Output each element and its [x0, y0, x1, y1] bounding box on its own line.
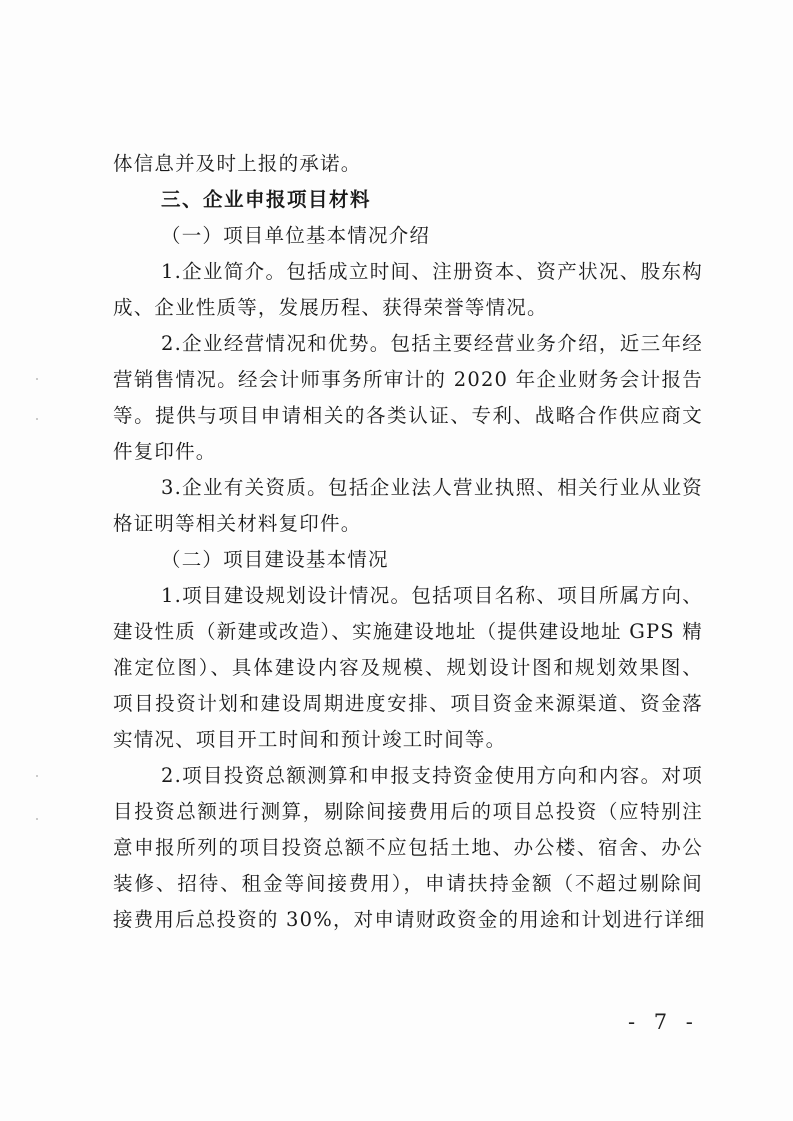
- paragraph-line: 准定位图）、具体建设内容及规模、规划设计图和规划效果图、: [113, 656, 703, 679]
- paragraph-line: 成、企业性质等，发展历程、获得荣誉等情况。: [113, 296, 548, 319]
- paragraph-line: 3.企业有关资质。包括企业法人营业执照、相关行业从业资: [161, 476, 703, 499]
- scan-artifact: [36, 378, 38, 380]
- paragraph-line: 装修、招待、租金等间接费用），申请扶持金额（不超过剔除间: [113, 872, 703, 895]
- document-body: [113, 146, 706, 938]
- subsection-heading: （一）项目单位基本情况介绍: [161, 224, 431, 247]
- page-number: - 7 -: [628, 1010, 699, 1034]
- paragraph-line: 意申报所列的项目投资总额不应包括土地、办公楼、宿舍、办公: [113, 836, 703, 859]
- paragraph-line: 2.项目投资总额测算和申报支持资金使用方向和内容。对项: [161, 764, 703, 787]
- paragraph-line: 项目投资计划和建设周期进度安排、项目资金来源渠道、资金落: [113, 692, 703, 715]
- paragraph-line: 2.企业经营情况和优势。包括主要经营业务介绍，近三年经: [161, 332, 703, 355]
- paragraph-line: 目投资总额进行测算，剔除间接费用后的项目总投资（应特别注: [113, 800, 703, 823]
- paragraph-line: 建设性质（新建或改造）、实施建设地址（提供建设地址 GPS 精: [113, 620, 703, 643]
- scan-artifact: [36, 775, 38, 777]
- paragraph-line: 1.企业简介。包括成立时间、注册资本、资产状况、股东构: [161, 260, 703, 283]
- paragraph-line: 等。提供与项目申请相关的各类认证、专利、战略合作供应商文: [113, 404, 703, 427]
- paragraph-line: 件复印件。: [113, 440, 217, 463]
- subsection-heading: （二）项目建设基本情况: [161, 548, 389, 571]
- section-heading: 三、企业申报项目材料: [161, 188, 372, 211]
- scan-artifact: [36, 418, 38, 420]
- paragraph-line: 实情况、项目开工时间和预计竣工时间等。: [113, 728, 507, 751]
- scan-artifact: [36, 818, 38, 820]
- paragraph-line: 接费用后总投资的 30%，对申请财政资金的用途和计划进行详细: [113, 908, 706, 931]
- paragraph-line: 格证明等相关材料复印件。: [113, 512, 362, 535]
- paragraph-line: 营销售情况。经会计师事务所审计的 2020 年企业财务会计报告: [113, 368, 703, 391]
- paragraph-line: 体信息并及时上报的承诺。: [113, 152, 362, 175]
- paragraph-line: 1.项目建设规划设计情况。包括项目名称、项目所属方向、: [161, 584, 703, 607]
